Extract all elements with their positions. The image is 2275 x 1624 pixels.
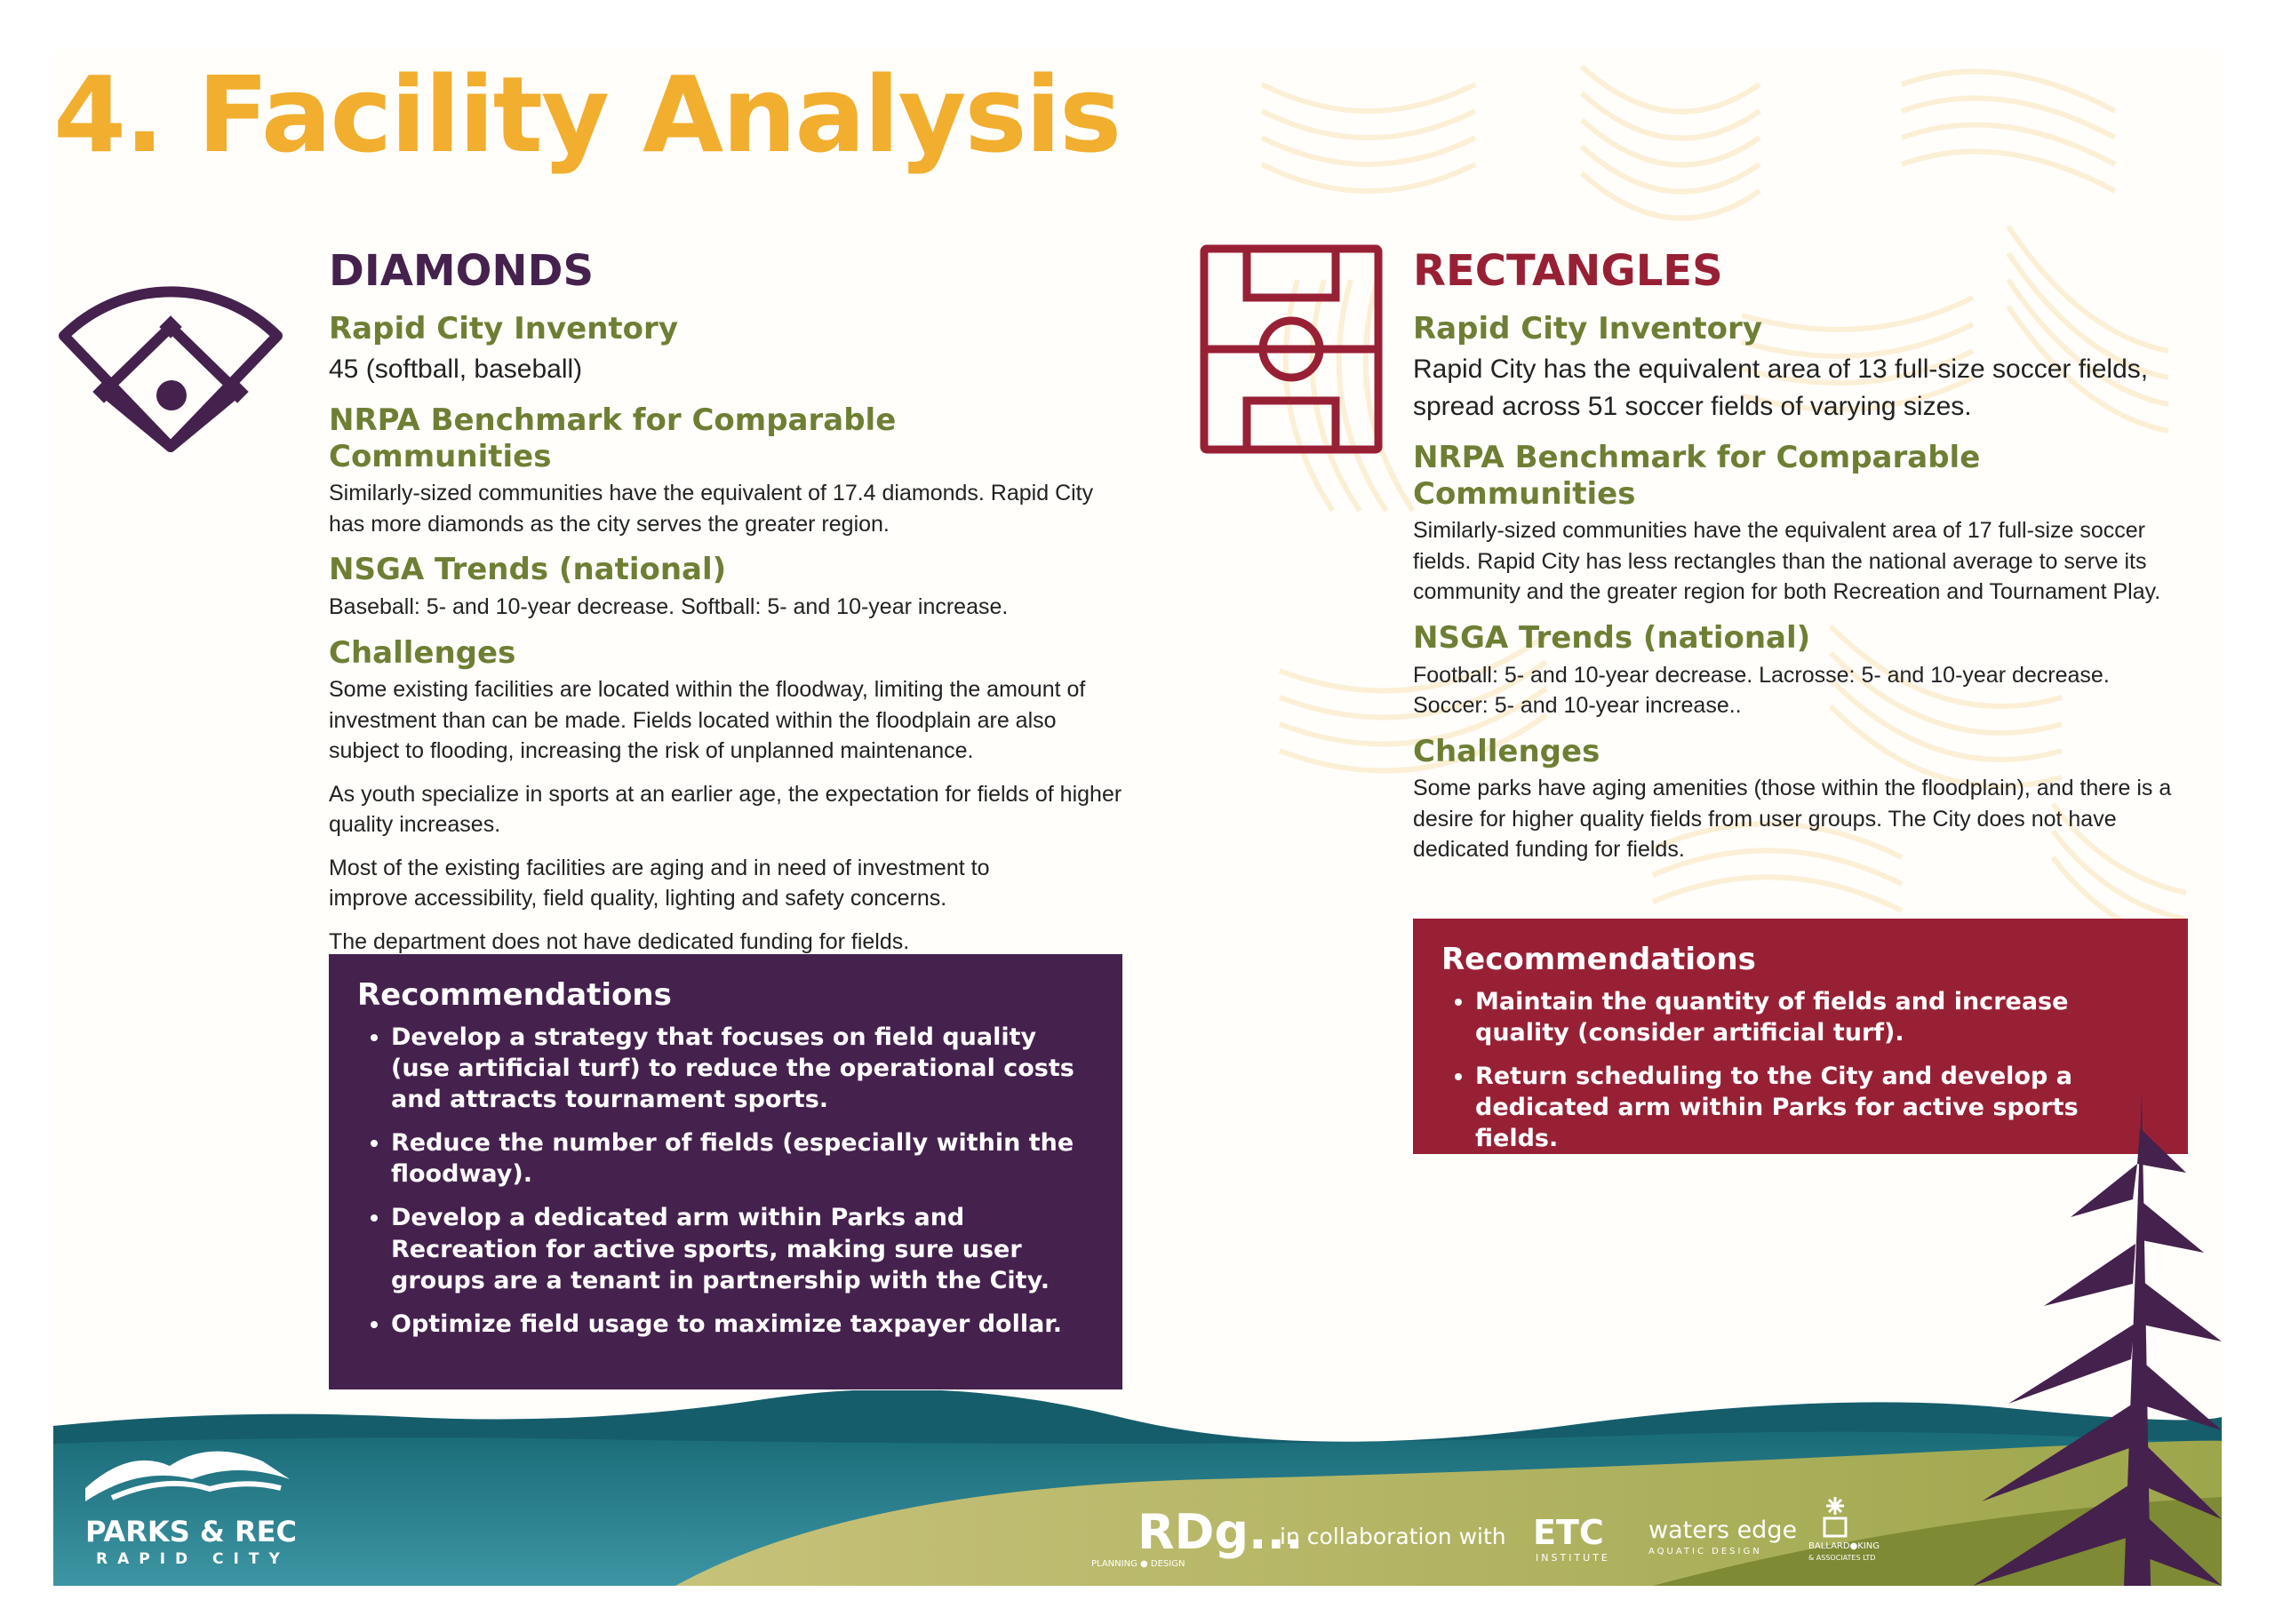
rectangles-recommendations-title: Recommendations xyxy=(1441,942,1756,977)
diamonds-recommendations-list xyxy=(357,1022,1094,1340)
page-title: 4. Facility Analysis xyxy=(53,53,1121,176)
diamonds-challenge: Most of the existing facilities are aging and in need of investment to improve accessibility, field quality, lighting and safety concerns. xyxy=(329,855,990,912)
diamonds-benchmark-text: Similarly-sized communities have the equivalent of 17.4 diamonds. Rapid City has more diamonds as the city serves the greater region. xyxy=(329,481,1094,537)
waters-edge-logo: waters edge xyxy=(1648,1517,1798,1544)
diamonds-heading: DIAMONDS xyxy=(329,246,595,296)
ballard-king-emblem-icon xyxy=(1817,1495,1853,1540)
rdg-logo: RDg... xyxy=(1138,1504,1304,1560)
ballard-king-logo: BALLARD●KING xyxy=(1808,1541,1880,1551)
recommendation-item: • Develop a strategy that focuses on field quality (use artificial turf) to reduce the operational costs and attracts tournament sports. xyxy=(391,1022,1094,1115)
rdg-logo-sub: PLANNING ● DESIGN xyxy=(1091,1559,1185,1569)
parks-rec-logo-line1: PARKS & REC xyxy=(85,1515,297,1548)
diamonds-recommendations-title: Recommendations xyxy=(357,977,672,1013)
rectangles-column xyxy=(1413,311,2204,878)
recommendation-item: • Reduce the number of fields (especially within the floodway). xyxy=(391,1127,1094,1190)
diamonds-challenge: As youth specialize in sports at an earlier age, the expectation for fields of higher quality increases. xyxy=(329,781,1122,838)
rectangles-trends-title: NSGA Trends (national) xyxy=(1413,619,1811,656)
rectangles-trends-line: Football: 5- and 10-year decrease. Lacrosse: 5- and 10-year decrease. xyxy=(1413,662,2110,688)
recommendation-item: • Maintain the quantity of fields and increase quality (consider artificial turf). xyxy=(1475,986,2159,1048)
parks-rec-logo-line2: RAPID CITY xyxy=(96,1550,290,1568)
diamonds-benchmark-title: NRPA Benchmark for Comparable Communities xyxy=(329,402,897,474)
diamonds-trends-text: Baseball: 5- and 10-year decrease. Softball: 5- and 10-year increase. xyxy=(329,594,1009,620)
diamonds-challenge: Some existing facilities are located within the floodway, limiting the amount of investment than can be made. Fields located within the floodplain are also subject to flooding, increasing the risk of unplanned maintenance. xyxy=(329,677,1086,764)
rectangles-benchmark-title: NRPA Benchmark for Comparable Communities xyxy=(1413,439,1981,512)
etc-logo-sub: INSTITUTE xyxy=(1536,1552,1610,1564)
waters-edge-logo-sub: AQUATIC DESIGN xyxy=(1648,1547,1762,1556)
rectangles-trends-line: Soccer: 5- and 10-year increase.. xyxy=(1413,693,1742,719)
etc-logo: ETC xyxy=(1533,1513,1604,1552)
rectangles-inventory-text: Rapid City has the equivalent area of 13 full-size soccer fields, spread across 51 soccer fields of varying sizes. xyxy=(1413,354,2149,421)
collaboration-text: in collaboration with xyxy=(1280,1524,1506,1549)
diamonds-recommendations xyxy=(329,954,1122,1389)
parks-rec-logo-mountains xyxy=(85,1439,290,1501)
soccer-field-icon xyxy=(1200,244,1383,454)
recommendation-item: • Develop a dedicated arm within Parks and Recreation for active sports, making sure user groups are a tenant in partnership with the City. xyxy=(391,1202,1094,1295)
recommendation-item: • Return scheduling to the City and develop a dedicated arm within Parks for active sports fields. xyxy=(1475,1061,2159,1154)
diamonds-trends-title: NSGA Trends (national) xyxy=(329,552,727,588)
rectangles-challenges-text: Some parks have aging amenities (those within the floodplain), and there is a desire for higher quality fields from user groups. The City does not have dedicated funding for fields. xyxy=(1413,776,2172,863)
recommendation-item: • Optimize field usage to maximize taxpayer dollar. xyxy=(391,1309,1094,1340)
diamonds-column xyxy=(329,311,1129,969)
diamonds-inventory-title: Rapid City Inventory xyxy=(329,311,678,346)
rectangles-benchmark-text: Similarly-sized communities have the equivalent area of 17 full-size soccer fields. Rapid City has less rectangles than the national average to serve its community and the greater region for both Recreation and Tournament Play. xyxy=(1413,518,2161,605)
diamonds-challenges-title: Challenges xyxy=(329,634,516,671)
rectangles-heading: RECTANGLES xyxy=(1413,246,1723,296)
diamonds-inventory-text: 45 (softball, baseball) xyxy=(329,354,583,384)
ballard-king-logo-sub: & ASSOCIATES LTD xyxy=(1808,1554,1876,1562)
diamonds-challenge: The department does not have dedicated funding for fields. xyxy=(329,928,910,954)
page xyxy=(53,49,2222,1586)
rectangles-inventory-title: Rapid City Inventory xyxy=(1413,311,1762,346)
baseball-diamond-icon xyxy=(55,243,286,456)
rectangles-trends-text xyxy=(1413,660,2204,721)
rectangles-challenges-title: Challenges xyxy=(1413,733,1600,769)
pine-tree-illustration xyxy=(1973,1093,2222,1586)
